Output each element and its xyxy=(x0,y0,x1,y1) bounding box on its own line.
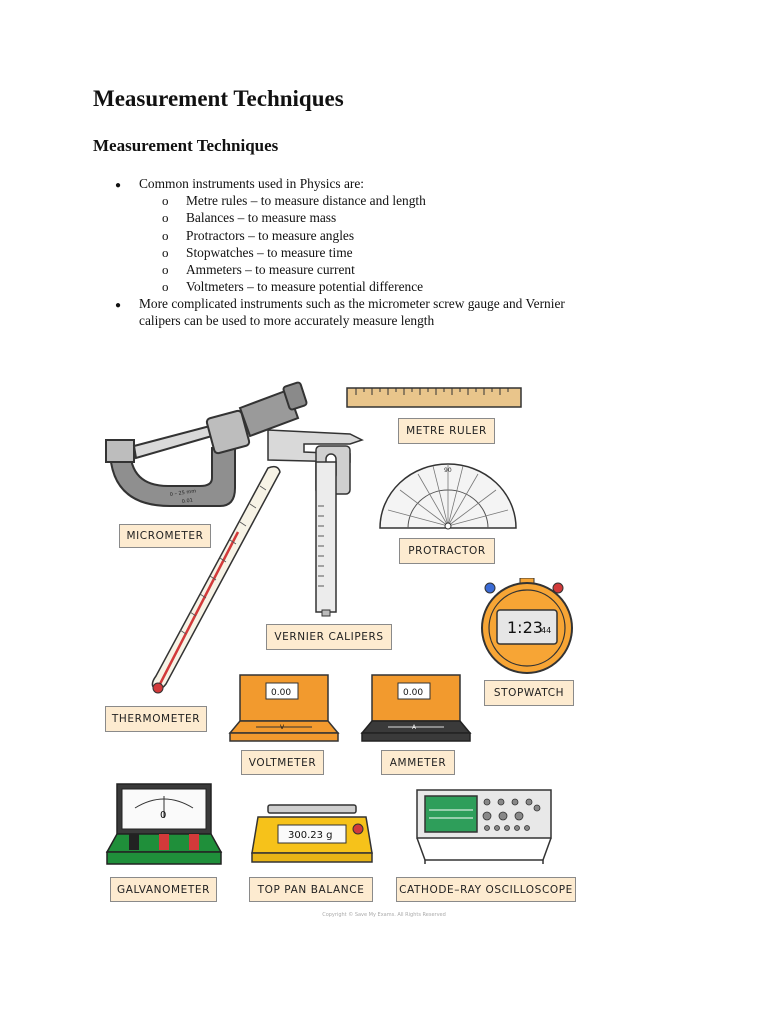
micrometer-engraving: 0.01 xyxy=(181,497,194,505)
protractor-illustration xyxy=(378,460,518,532)
protractor-mark: 90 xyxy=(444,467,452,474)
ammeter-readout: 0.00 xyxy=(403,688,424,698)
sub-marker: o xyxy=(162,262,169,277)
label-micrometer: MICROMETER xyxy=(119,524,211,548)
copyright-notice: Copyright © Save My Exams. All Rights Reserved xyxy=(322,912,446,918)
sub-marker: o xyxy=(162,279,169,294)
metre-ruler-illustration xyxy=(346,387,522,409)
list-item-text: More complicated instruments such as the micrometer screw gauge and Vernier xyxy=(139,296,565,311)
oscilloscope-illustration xyxy=(415,788,555,866)
label-metre-ruler: METRE RULER xyxy=(398,418,495,444)
sub-item-text: Protractors – to measure angles xyxy=(186,228,355,243)
label-stopwatch: STOPWATCH xyxy=(484,680,574,706)
label-vernier-calipers: VERNIER CALIPERS xyxy=(266,624,392,650)
sub-item-text: Ammeters – to measure current xyxy=(186,262,355,277)
label-voltmeter: VOLTMETER xyxy=(241,750,324,775)
top-pan-balance-illustration xyxy=(248,803,376,865)
sub-marker: o xyxy=(162,228,169,243)
sub-marker: o xyxy=(162,245,169,260)
bullet-marker: ● xyxy=(115,180,122,191)
label-top-pan-balance: TOP PAN BALANCE xyxy=(249,877,373,902)
galvanometer-readout: 0 xyxy=(160,810,167,821)
label-cathode-ray-oscilloscope: CATHODE–RAY OSCILLOSCOPE xyxy=(396,877,576,902)
list-item-text: Common instruments used in Physics are: xyxy=(139,176,365,191)
balance-readout: 300.23 g xyxy=(288,830,333,841)
sub-marker: o xyxy=(162,210,169,225)
page-title: Measurement Techniques xyxy=(93,86,344,111)
micrometer-engraving: 0 – 25 mm xyxy=(169,488,197,498)
sub-item-text: Balances – to measure mass xyxy=(186,210,337,225)
stopwatch-readout: 1:23 xyxy=(507,618,543,637)
sub-marker: o xyxy=(162,193,169,208)
voltmeter-readout: 0.00 xyxy=(271,688,292,698)
voltmeter-illustration xyxy=(228,673,340,743)
galvanometer-illustration xyxy=(105,782,225,868)
bullet-marker: ● xyxy=(115,300,122,311)
sub-item-text: Stopwatches – to measure time xyxy=(186,245,353,260)
label-galvanometer: GALVANOMETER xyxy=(110,877,217,902)
label-protractor: PROTRACTOR xyxy=(399,538,495,564)
ammeter-illustration xyxy=(360,673,472,743)
sub-item-text: Voltmeters – to measure potential difference xyxy=(186,279,424,294)
list-item-text: calipers can be used to more accurately measure length xyxy=(139,313,435,328)
label-thermometer: THERMOMETER xyxy=(105,706,207,732)
label-ammeter: AMMETER xyxy=(381,750,455,775)
stopwatch-illustration xyxy=(480,578,580,674)
thermometer-illustration xyxy=(150,462,286,702)
sub-item-text: Metre rules – to measure distance and length xyxy=(186,193,426,208)
stopwatch-readout-small: 44 xyxy=(541,626,552,635)
ammeter-symbol: A xyxy=(412,724,417,731)
section-heading: Measurement Techniques xyxy=(93,136,279,155)
voltmeter-symbol: V xyxy=(280,724,285,731)
